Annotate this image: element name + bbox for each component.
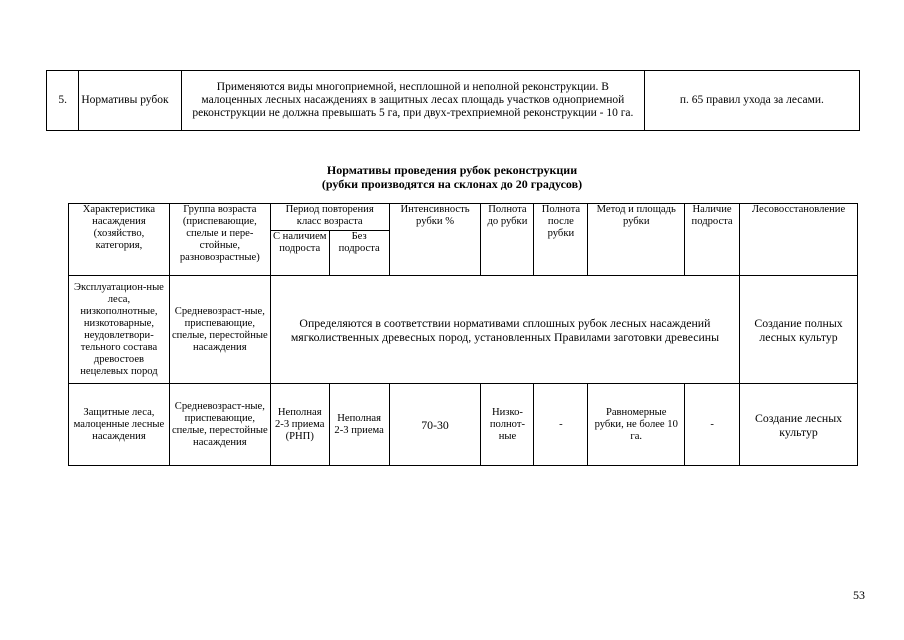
- header-undergrowth: Наличие подроста: [685, 204, 740, 276]
- row1-age-group: Средневозраст-ные, приспевающие, спелые, перестойные насаждения: [169, 276, 270, 384]
- reconstruction-norms-table: [68, 203, 858, 466]
- top-row-description: Применяются виды многоприемной, несплошной и неполной реконструкции. В малоценных лесных насаждениях в защитных лесах площадь участков одноприемной реконструкции не должна превышать 5 га, при двух-трехприемной реконструкции - 10 га.: [182, 71, 645, 131]
- row2-density-after: -: [534, 384, 588, 466]
- header-row-1: [69, 204, 858, 231]
- table-row: [69, 276, 858, 384]
- table-row: [69, 384, 858, 466]
- section-title-line1: Нормативы проведения рубок реконструкции: [326, 163, 578, 177]
- top-row-reference: п. 65 правил ухода за лесами.: [644, 71, 859, 131]
- header-density-after: Полнота после рубки: [534, 204, 588, 276]
- top-row-name: Нормативы рубок: [79, 71, 182, 131]
- row1-characteristic: Эксплуатацион-ные леса, низкополнотные, низкотоварные, неудовлетвори-тельного состава древостоев нецелевых пород: [69, 276, 170, 384]
- header-intensity: Интенсивность рубки %: [389, 204, 481, 276]
- header-characteristic: Характеристика насаждения (хозяйство, категория,: [69, 204, 170, 276]
- top-row-table: [46, 70, 860, 131]
- page-number: 53: [853, 588, 865, 602]
- header-age-group: Группа возраста (приспевающие, спелые и пере-стойные, разновозрастные): [169, 204, 270, 276]
- row2-period-with: Неполная 2-3 приема (РНП): [270, 384, 329, 466]
- row1-merged-note: Определяются в соответствии нормативами сплошных рубок лесных насаждений мягколиственных древесных пород, установленных Правилами заготовки древесины: [270, 276, 739, 384]
- header-reforestation: Лесовосстановление: [740, 204, 858, 276]
- row2-reforestation: Создание лесных культур: [740, 384, 858, 466]
- header-method: Метод и площадь рубки: [588, 204, 685, 276]
- row2-density-before: Низко-полнот-ные: [481, 384, 534, 466]
- row2-period-without: Неполная 2-3 приема: [329, 384, 389, 466]
- row2-age-group: Средневозраст-ные, приспевающие, спелые, перестойные насаждения: [169, 384, 270, 466]
- row2-undergrowth: -: [685, 384, 740, 466]
- header-period-without: Без подроста: [329, 231, 389, 276]
- header-period: Период повторения класс возраста: [270, 204, 389, 231]
- row2-characteristic: Защитные леса, малоценные лесные насаждения: [69, 384, 170, 466]
- row2-intensity: 70-30: [389, 384, 481, 466]
- top-row-number: 5.: [47, 71, 79, 131]
- row2-method: Равномерные рубки, не более 10 га.: [588, 384, 685, 466]
- row1-reforestation: Создание полных лесных культур: [740, 276, 858, 384]
- section-title-line2: (рубки производятся на склонах до 20 градусов): [321, 177, 583, 191]
- header-density-before: Полнота до рубки: [481, 204, 534, 276]
- top-row: [47, 71, 860, 131]
- section-title: [0, 163, 904, 191]
- header-period-with: С наличием подроста: [270, 231, 329, 276]
